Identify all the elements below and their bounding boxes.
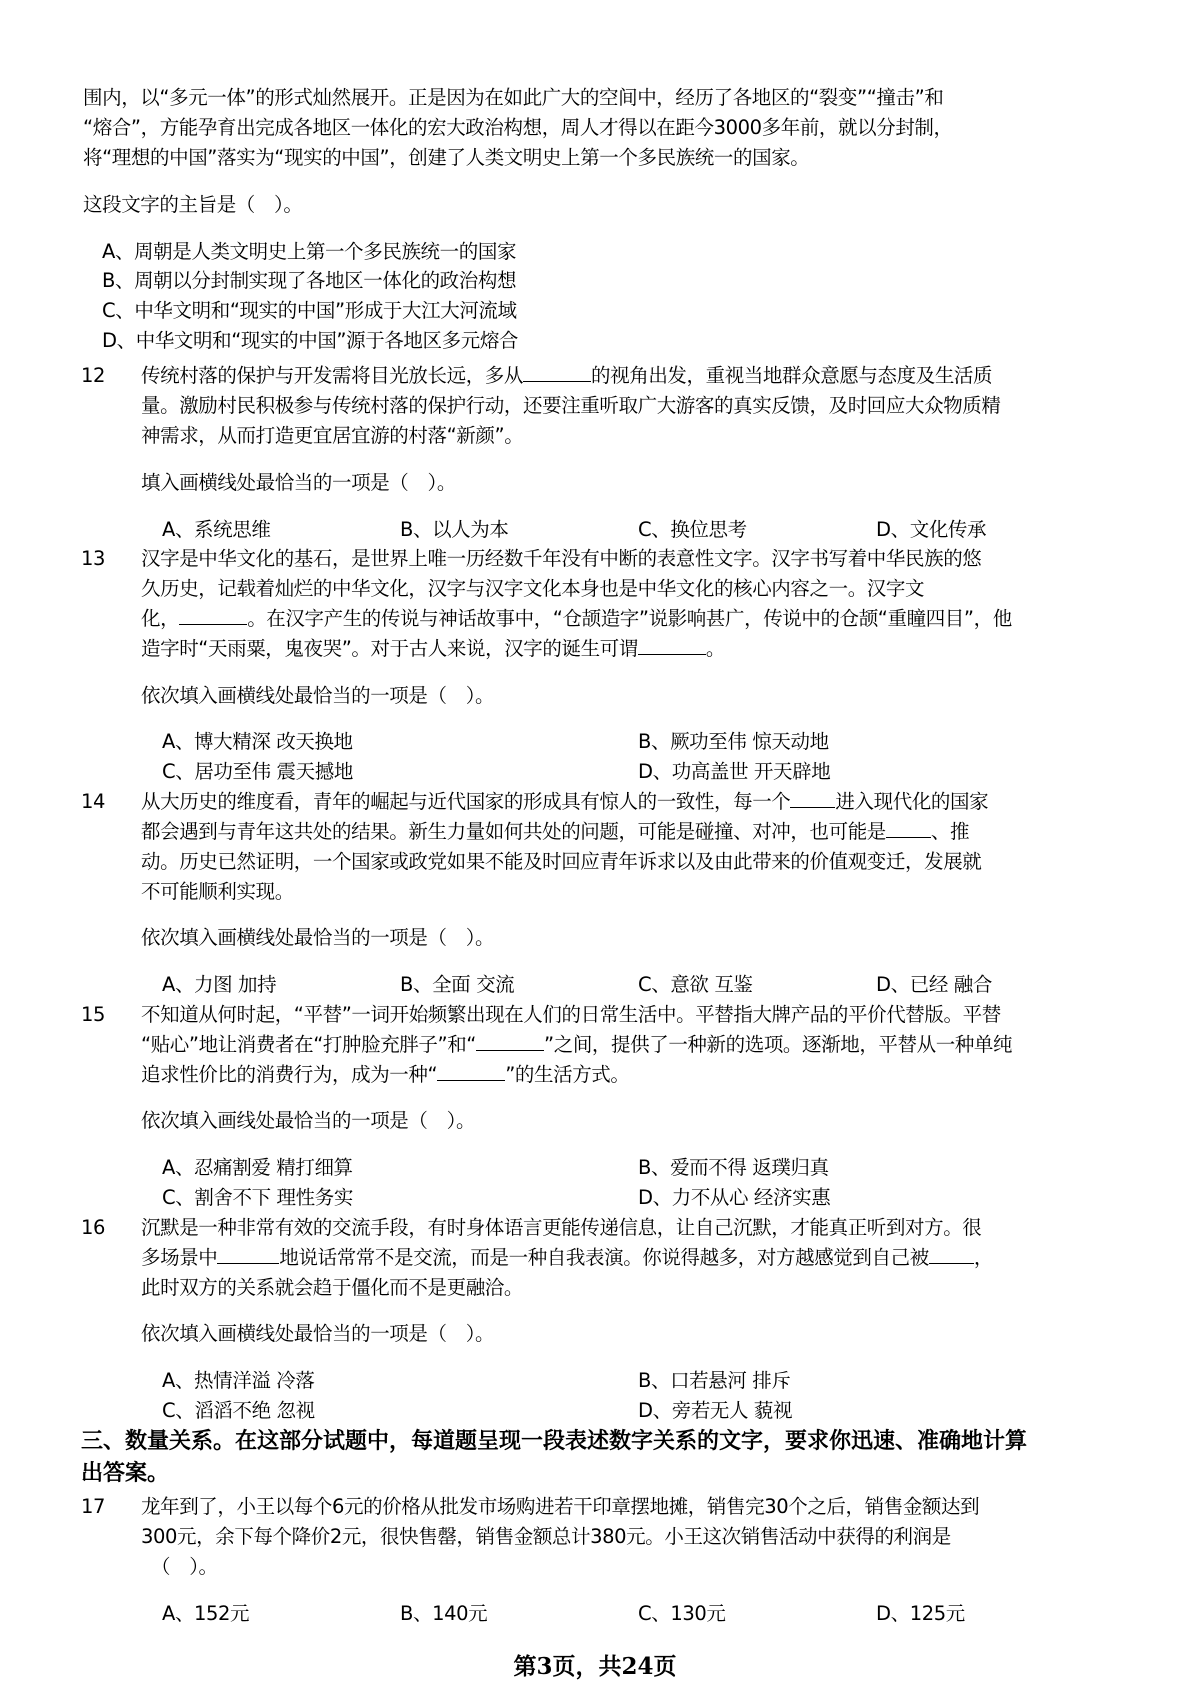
q14-line-2: 都会遇到与青年这共处的结果。新生力量如何共处的问题，可能是碰撞、对冲，也可能是 、推 xyxy=(141,820,970,843)
q17-line-3: （ ）。 xyxy=(151,1555,218,1578)
q14-line-1: 从大历史的维度看，青年的崛起与近代国家的形成具有惊人的一致性，每一个 进入现代化的国家 xyxy=(141,790,989,813)
q13-line-2: 久历史，记载着灿烂的中华文化，汉字与汉字文化本身也是中华文化的核心内容之一。汉字文 xyxy=(141,577,925,600)
q12-line-1: 传统村落的保护与开发需将目光放长远，多从 的视角出发，重视当地群众意愿与态度及生活质 xyxy=(141,364,993,387)
q14-number: 14 xyxy=(81,790,106,813)
q13-option-d[interactable]: D、功高盖世 开天辟地 xyxy=(638,760,831,783)
q15-option-b[interactable]: B、爱而不得 返璞归真 xyxy=(638,1156,829,1179)
q16-number: 16 xyxy=(81,1216,106,1239)
q16-line-3: 此时双方的关系就会趋于僵化而不是更融洽。 xyxy=(141,1276,524,1299)
q14-option-c[interactable]: C、意欲 互鉴 xyxy=(638,973,753,996)
q11-option-d[interactable]: D、中华文明和“现实的中国”源于各地区多元熔合 xyxy=(102,329,519,352)
q17-option-b[interactable]: B、140元 xyxy=(400,1602,488,1625)
q14-option-a[interactable]: A、力图 加持 xyxy=(162,973,277,996)
q12-option-a[interactable]: A、系统思维 xyxy=(162,518,271,541)
q15-blank-2 xyxy=(437,1063,505,1081)
page-number: 第3页，共24页 xyxy=(513,1653,677,1680)
q13-blank-2 xyxy=(638,637,706,655)
q17-option-a[interactable]: A、152元 xyxy=(162,1602,250,1625)
section-3-heading-line-1: 三、数量关系。在这部分试题中，每道题呈现一段表述数字关系的文字，要求你迅速、准确地计算 xyxy=(81,1429,1028,1454)
q16-blank-2 xyxy=(929,1246,974,1264)
q12-line-3: 神需求，从而打造更宜居宜游的村落“新颜”。 xyxy=(141,424,524,447)
q13-line-4: 造字时“天雨粟，鬼夜哭”。对于古人来说，汉字的诞生可谓 。 xyxy=(141,637,726,660)
q11-passage-line-2: “熔合”，方能孕育出完成各地区一体化的宏大政治构想，周人才得以在距今3000多年前，就以分封制， xyxy=(83,116,953,139)
q11-option-b[interactable]: B、周朝以分封制实现了各地区一体化的政治构想 xyxy=(102,269,517,292)
q14-question: 依次填入画横线处最恰当的一项是（ ）。 xyxy=(141,926,495,949)
q15-line-3: 追求性价比的消费行为，成为一种“ ”的生活方式。 xyxy=(141,1063,630,1086)
q12-option-b[interactable]: B、以人为本 xyxy=(400,518,509,541)
q11-question: 这段文字的主旨是（ ）。 xyxy=(83,193,303,216)
q13-line-3: 化， 。在汉字产生的传说与神话故事中，“仓颉造字”说影响甚广，传说中的仓颉“重瞳四目”，他 xyxy=(141,607,1012,630)
q12-question: 填入画横线处最恰当的一项是（ ）。 xyxy=(141,471,456,494)
q14-blank-2 xyxy=(886,820,931,838)
q11-option-a[interactable]: A、周朝是人类文明史上第一个多民族统一的国家 xyxy=(102,240,517,263)
q17-line-1: 龙年到了，小王以每个6元的价格从批发市场购进若干印章摆地摊，销售完30个之后，销售金额达到 xyxy=(141,1495,980,1518)
q14-option-d[interactable]: D、已经 融合 xyxy=(876,973,992,996)
q12-number: 12 xyxy=(81,364,106,387)
q11-passage-line-1: 围内，以“多元一体”的形式灿然展开。正是因为在如此广大的空间中，经历了各地区的“裂变”“撞击”和 xyxy=(83,86,944,109)
q15-option-d[interactable]: D、力不从心 经济实惠 xyxy=(638,1186,831,1209)
q16-option-d[interactable]: D、旁若无人 藐视 xyxy=(638,1399,793,1422)
q13-blank-1 xyxy=(179,607,247,625)
q13-option-b[interactable]: B、厥功至伟 惊天动地 xyxy=(638,730,829,753)
q17-line-2: 300元，余下每个降价2元，很快售罄，销售金额总计380元。小王这次销售活动中获得的利润是 xyxy=(141,1525,951,1548)
q15-number: 15 xyxy=(81,1003,106,1026)
q17-option-d[interactable]: D、125元 xyxy=(876,1602,965,1625)
q15-blank-1 xyxy=(476,1033,544,1051)
section-3-heading-line-2: 出答案。 xyxy=(81,1461,170,1486)
q16-blank-1 xyxy=(217,1246,279,1264)
q15-option-a[interactable]: A、忍痛割爱 精打细算 xyxy=(162,1156,353,1179)
q17-number: 17 xyxy=(81,1495,106,1518)
q14-option-b[interactable]: B、全面 交流 xyxy=(400,973,515,996)
q16-option-c[interactable]: C、滔滔不绝 忽视 xyxy=(162,1399,315,1422)
q13-option-c[interactable]: C、居功至伟 震天撼地 xyxy=(162,760,353,783)
q13-question: 依次填入画横线处最恰当的一项是（ ）。 xyxy=(141,684,495,707)
q11-passage-line-3: 将“理想的中国”落实为“现实的中国”，创建了人类文明史上第一个多民族统一的国家。 xyxy=(83,146,810,169)
q16-line-2: 多场景中 地说话常常不是交流，而是一种自我表演。你说得越多，对方越感觉到自己被 ， xyxy=(141,1246,993,1269)
q11-option-c[interactable]: C、中华文明和“现实的中国”形成于大江大河流域 xyxy=(102,299,517,322)
q16-option-a[interactable]: A、热情洋溢 冷落 xyxy=(162,1369,315,1392)
q17-option-c[interactable]: C、130元 xyxy=(638,1602,726,1625)
q12-option-d[interactable]: D、文化传承 xyxy=(876,518,987,541)
q12-line-2: 量。激励村民积极参与传统村落的保护行动，还要注重听取广大游客的真实反馈，及时回应大众物质精 xyxy=(141,394,1001,417)
q12-option-c[interactable]: C、换位思考 xyxy=(638,518,747,541)
q15-line-1: 不知道从何时起，“平替”一词开始频繁出现在人们的日常生活中。平替指大牌产品的平价代替版。平替 xyxy=(141,1003,1001,1026)
q14-blank-1 xyxy=(790,790,835,808)
q16-line-1: 沉默是一种非常有效的交流手段，有时身体语言更能传递信息，让自己沉默，才能真正听到对方。很 xyxy=(141,1216,982,1239)
q13-line-1: 汉字是中华文化的基石，是世界上唯一历经数千年没有中断的表意性文字。汉字书写着中华民族的悠 xyxy=(141,547,982,570)
q13-number: 13 xyxy=(81,547,106,570)
q12-blank xyxy=(523,364,591,382)
q15-option-c[interactable]: C、割舍不下 理性务实 xyxy=(162,1186,353,1209)
q14-line-3: 动。历史已然证明，一个国家或政党如果不能及时回应青年诉求以及由此带来的价值观变迁，发展就 xyxy=(141,850,982,873)
q16-option-b[interactable]: B、口若悬河 排斥 xyxy=(638,1369,791,1392)
q15-question: 依次填入画线处最恰当的一项是（ ）。 xyxy=(141,1109,476,1132)
q15-line-2: “贴心”地让消费者在“打肿脸充胖子”和“ ”之间，提供了一种新的选项。逐渐地，平替从一种单纯 xyxy=(141,1033,1013,1056)
q16-question: 依次填入画横线处最恰当的一项是（ ）。 xyxy=(141,1322,495,1345)
q13-option-a[interactable]: A、博大精深 改天换地 xyxy=(162,730,353,753)
q14-line-4: 不可能顺利实现。 xyxy=(141,880,294,903)
